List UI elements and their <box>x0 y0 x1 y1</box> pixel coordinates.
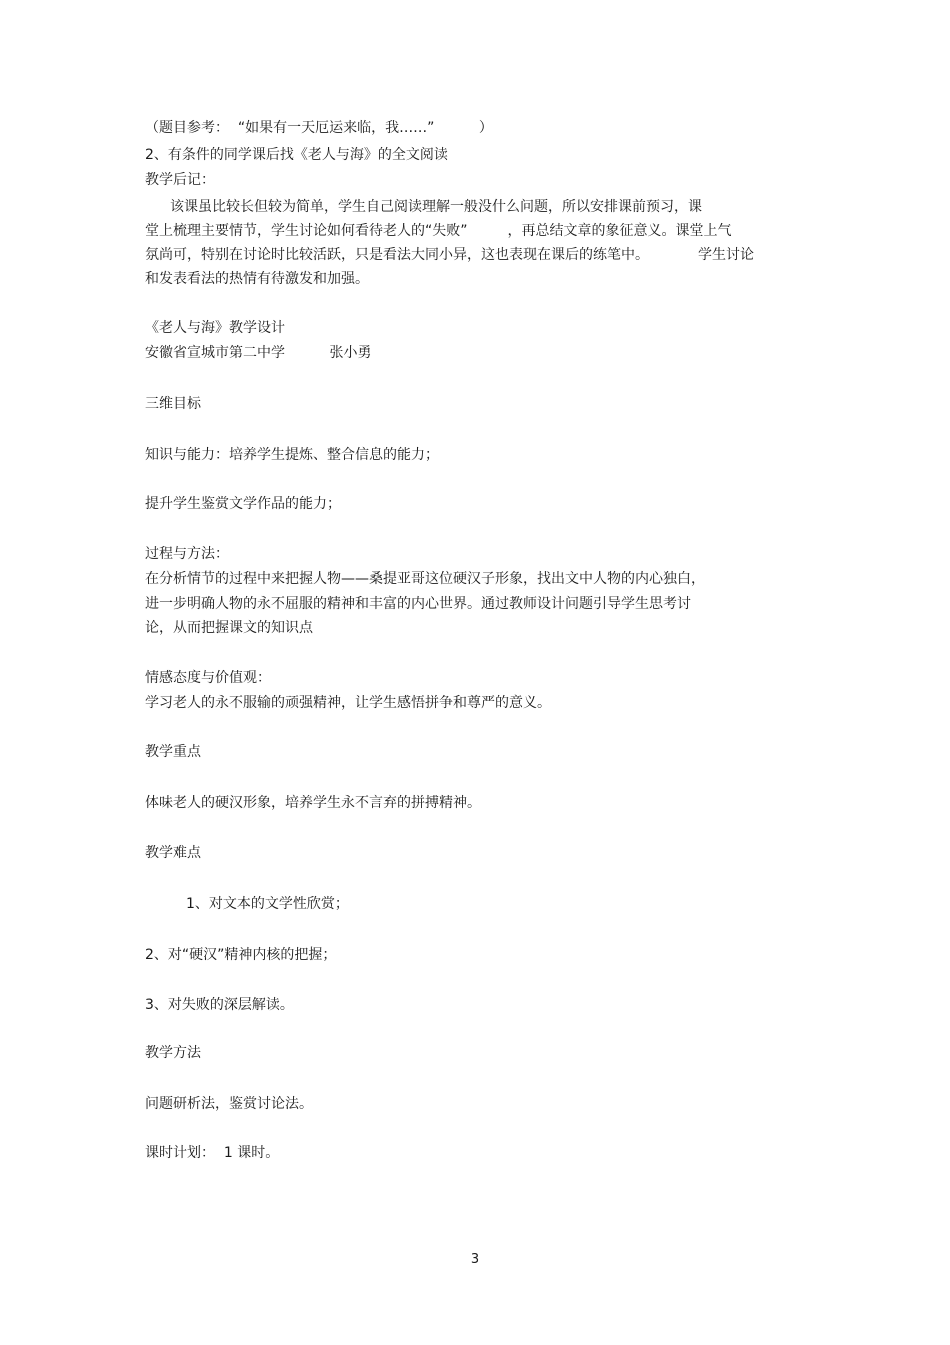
process-method-heading: 过程与方法： <box>145 546 229 562</box>
teaching-focus-heading: 教学重点 <box>145 744 201 760</box>
process-method-line-3: 论，从而把握课文的知识点 <box>145 620 313 636</box>
author-line: 安徽省宣城市第二中学 张小勇 <box>145 345 372 361</box>
teaching-difficulty-heading: 教学难点 <box>145 845 201 861</box>
emotion-values-text: 学习老人的永不服输的顽强精神，让学生感悟拼争和尊严的意义。 <box>145 695 551 711</box>
knowledge-ability-goal: 知识与能力：培养学生提炼、整合信息的能力； <box>145 447 439 463</box>
difficulty-item-3: 3、对失败的深层解读。 <box>145 997 294 1013</box>
design-title: 《老人与海》教学设计 <box>145 320 285 336</box>
postscript-paragraph-line-1: 该课虽比较长但较为简单，学生自己阅读理解一般没什么问题，所以安排课前预习，课 <box>170 199 702 215</box>
emotion-values-heading: 情感态度与价值观： <box>145 670 271 686</box>
process-method-line-2: 进一步明确人物的永不屈服的精神和丰富的内心世界。通过教师设计问题引导学生思考讨 <box>145 596 691 612</box>
page-number: 3 <box>470 1252 480 1267</box>
assignment-item-2: 2、有条件的同学课后找《老人与海》的全文阅读 <box>145 147 448 163</box>
topic-reference-line: （题目参考： “如果有一天厄运来临，我……” ） <box>145 120 493 136</box>
appreciation-ability-goal: 提升学生鉴赏文学作品的能力； <box>145 496 341 512</box>
difficulty-item-2: 2、对“硬汉”精神内核的把握； <box>145 947 337 963</box>
postscript-paragraph-line-4: 和发表看法的热情有待激发和加强。 <box>145 271 369 287</box>
teaching-method-heading: 教学方法 <box>145 1045 201 1061</box>
teaching-postscript-heading: 教学后记： <box>145 172 215 188</box>
process-method-line-1: 在分析情节的过程中来把握人物——桑提亚哥这位硬汉子形象，找出文中人物的内心独白， <box>145 571 705 587</box>
teaching-focus-text: 体味老人的硬汉形象，培养学生永不言弃的拼搏精神。 <box>145 795 481 811</box>
postscript-paragraph-line-2: 堂上梳理主要情节，学生讨论如何看待老人的“失败” ，再总结文章的象征意义。课堂上气 <box>145 223 732 239</box>
class-hour-plan: 课时计划： 1 课时。 <box>145 1145 280 1161</box>
postscript-paragraph-line-3: 氛尚可，特别在讨论时比较活跃，只是看法大同小异，这也表现在课后的练笔中。 学生讨论 <box>145 247 754 263</box>
difficulty-item-1: 1、对文本的文学性欣赏； <box>186 896 349 912</box>
three-dimensional-goals-heading: 三维目标 <box>145 396 201 412</box>
teaching-method-text: 问题研析法，鉴赏讨论法。 <box>145 1096 313 1112</box>
